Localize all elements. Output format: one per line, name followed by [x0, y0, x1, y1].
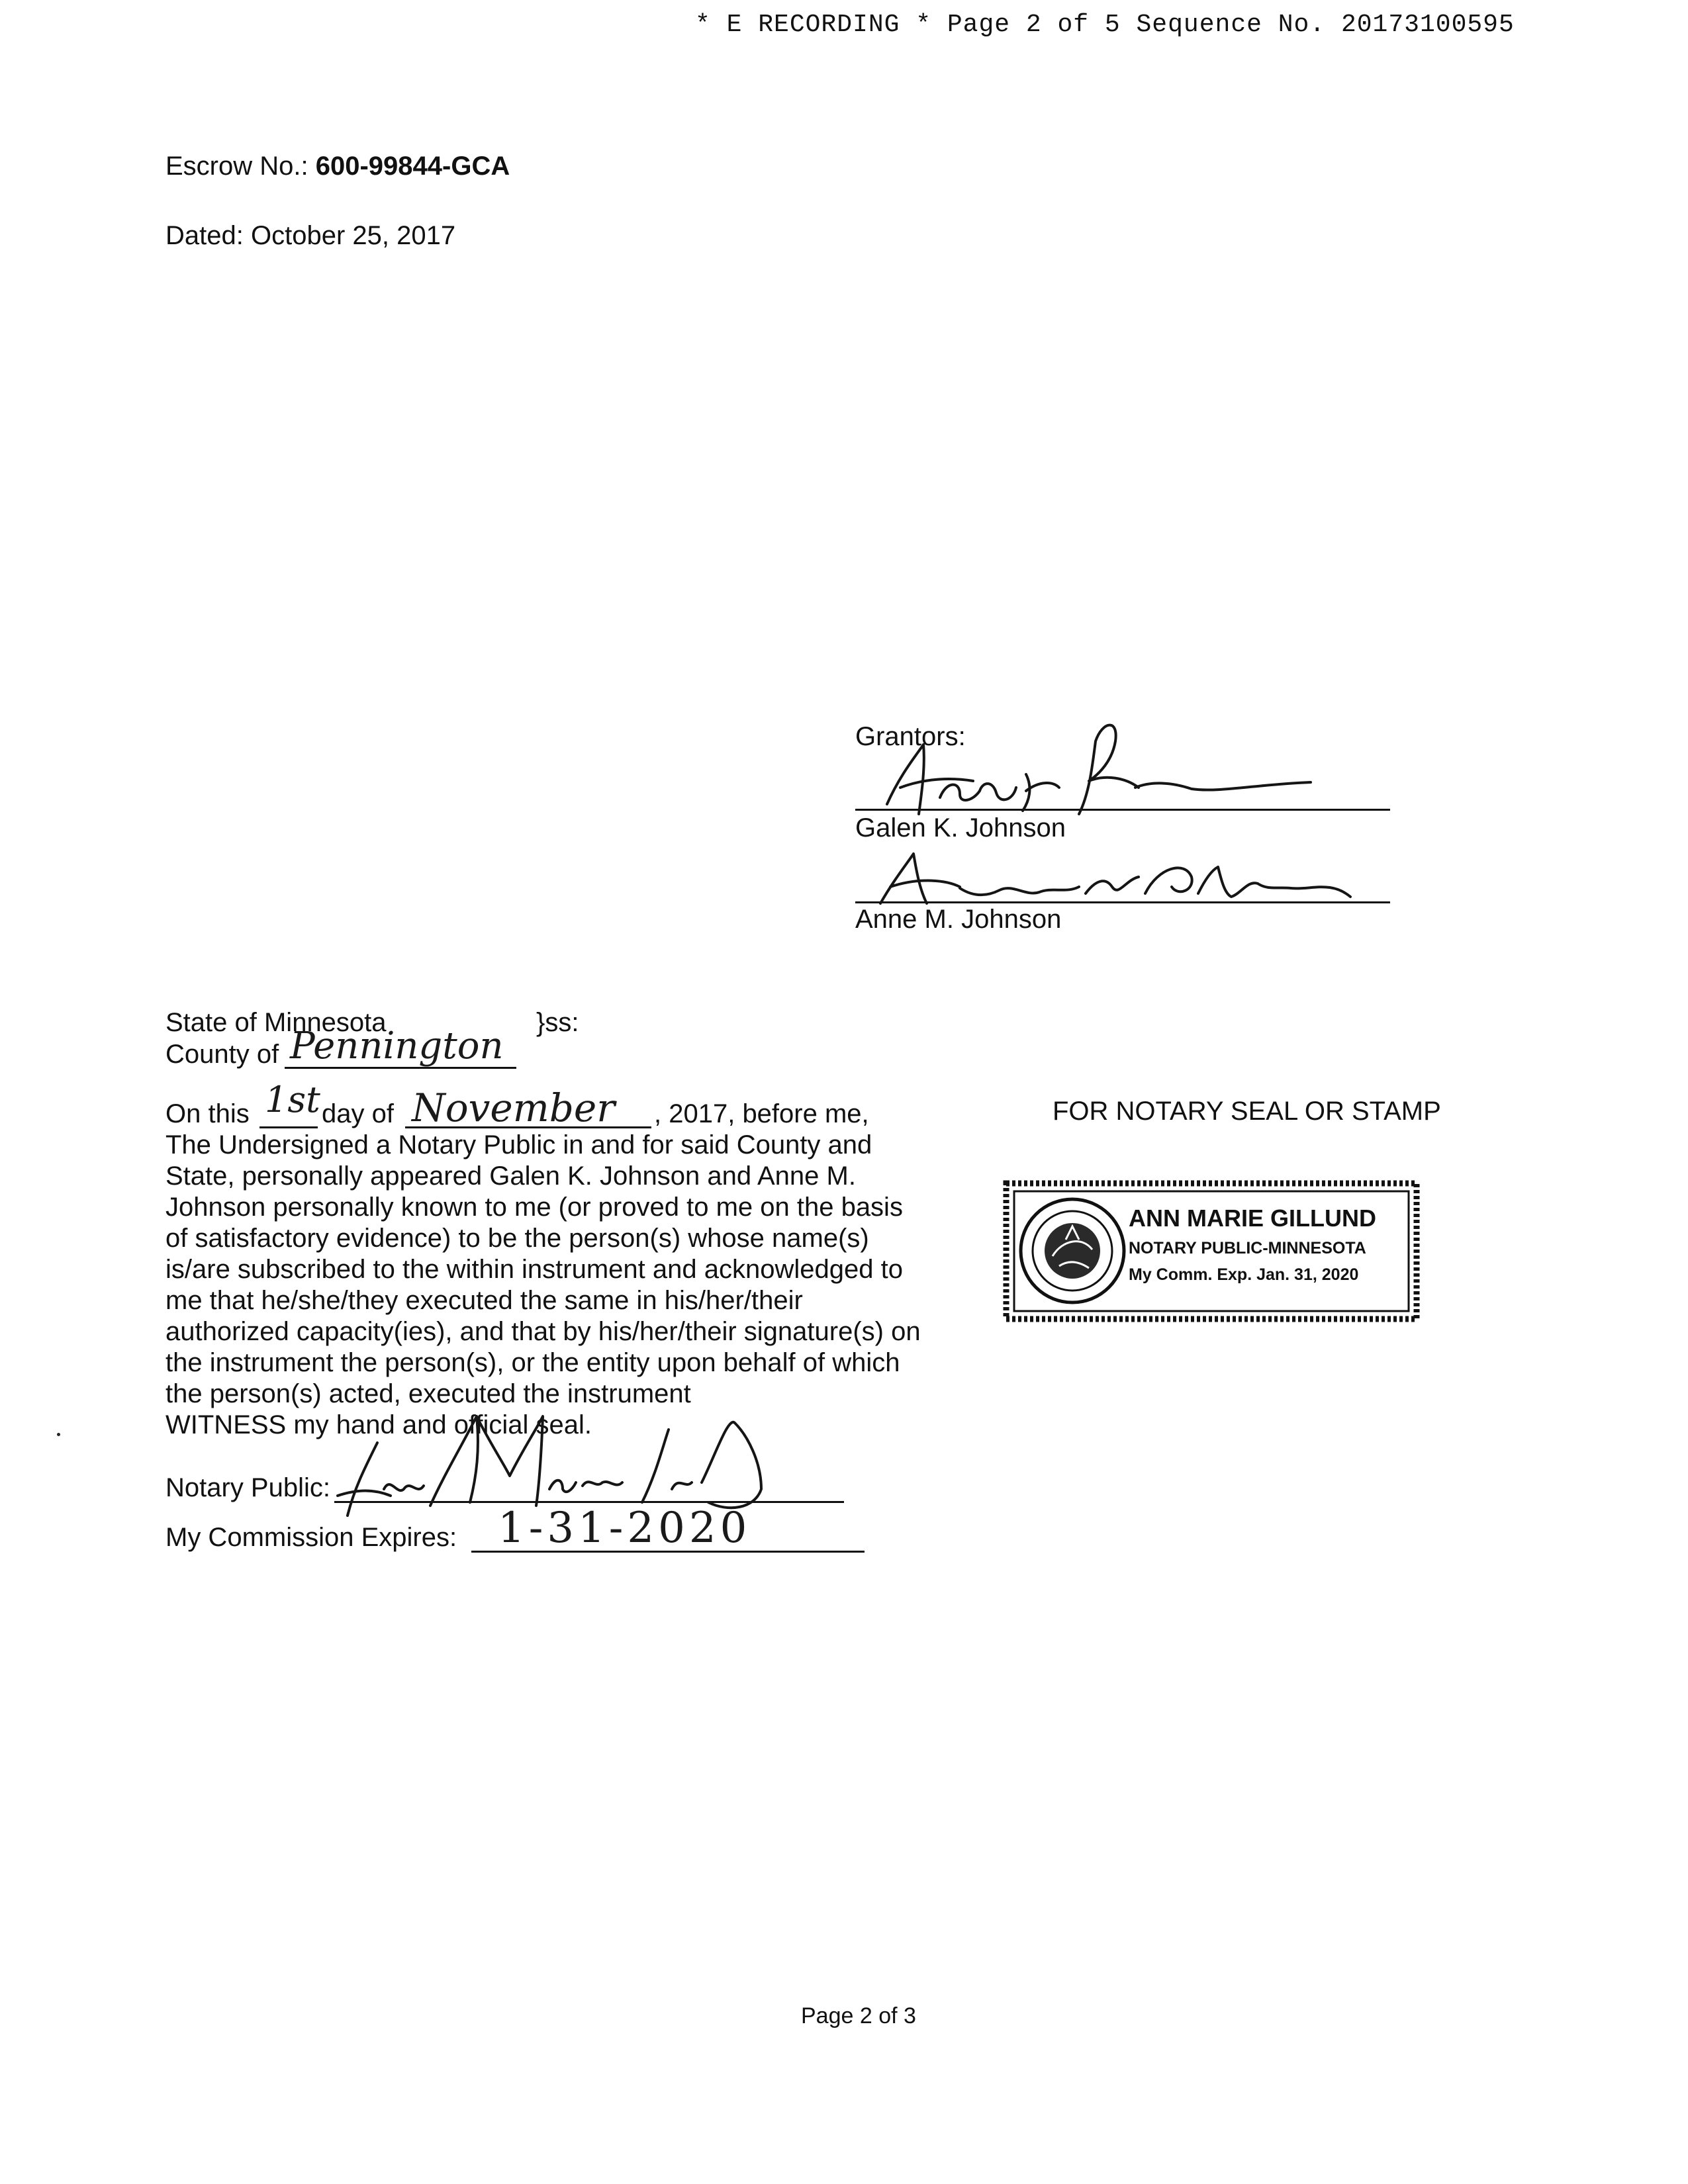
grantor-2-name: Anne M. Johnson	[855, 905, 1062, 934]
grantor-1-signature	[861, 715, 1337, 827]
notary-public-label: Notary Public:	[165, 1473, 330, 1502]
stray-dot	[57, 1433, 60, 1436]
day-of-label: day of	[322, 1099, 394, 1128]
year-text: , 2017, before me,	[654, 1099, 869, 1128]
ack-line: is/are subscribed to the within instrument and acknowledged to	[165, 1255, 903, 1284]
stamp-expiry: My Comm. Exp. Jan. 31, 2020	[1129, 1265, 1359, 1284]
grantor-2-signature	[861, 841, 1377, 913]
ack-line: WITNESS my hand and official seal.	[165, 1410, 592, 1439]
ack-line: The Undersigned a Notary Public in and for said County and	[165, 1130, 872, 1160]
month-handwritten: November	[412, 1085, 615, 1130]
dated-line	[165, 220, 455, 251]
escrow-line	[165, 151, 510, 182]
ack-line: authorized capacity(ies), and that by his/her/their signature(s) on	[165, 1317, 921, 1346]
ack-line: the instrument the person(s), or the entity upon behalf of which	[165, 1348, 900, 1377]
commission-handwritten: 1-31-2020	[498, 1504, 751, 1553]
stamp-title: NOTARY PUBLIC-MINNESOTA	[1129, 1239, 1366, 1257]
ss-mark: }ss:	[536, 1008, 579, 1037]
ack-line: the person(s) acted, executed the instrument	[165, 1379, 691, 1408]
day-fill-line	[259, 1126, 318, 1128]
on-this-label: On this	[165, 1099, 250, 1128]
county-handwritten: Pennington	[290, 1024, 504, 1068]
stamp-name: ANN MARIE GILLUND	[1129, 1205, 1376, 1232]
ack-line: of satisfactory evidence) to be the person(s) whose name(s)	[165, 1224, 869, 1253]
ack-line: Johnson personally known to me (or proved to me on the basis	[165, 1193, 903, 1222]
state-line: State of Minnesota	[165, 1008, 387, 1037]
grantor-1-name: Galen K. Johnson	[855, 813, 1066, 842]
escrow-number: 600-99844-GCA	[315, 152, 510, 181]
commission-label: My Commission Expires:	[165, 1523, 457, 1552]
ack-line: me that he/she/they executed the same in his/her/their	[165, 1286, 803, 1315]
notary-signature	[311, 1390, 814, 1522]
dated-value: October 25, 2017	[250, 221, 456, 250]
recording-header: * E RECORDING * Page 2 of 5 Sequence No. 20173100595	[695, 11, 1515, 39]
ack-line: State, personally appeared Galen K. Johnson and Anne M.	[165, 1161, 856, 1191]
seal-caption: FOR NOTARY SEAL OR STAMP	[1053, 1097, 1441, 1126]
escrow-label: Escrow No.:	[165, 152, 308, 181]
county-label: County of	[165, 1040, 279, 1069]
dated-label: Dated:	[165, 221, 244, 250]
day-handwritten: 1st	[265, 1079, 320, 1120]
notary-stamp	[1000, 1177, 1423, 1326]
grantors-label: Grantors:	[855, 722, 966, 751]
page-number: Page 2 of 3	[801, 2003, 916, 2028]
